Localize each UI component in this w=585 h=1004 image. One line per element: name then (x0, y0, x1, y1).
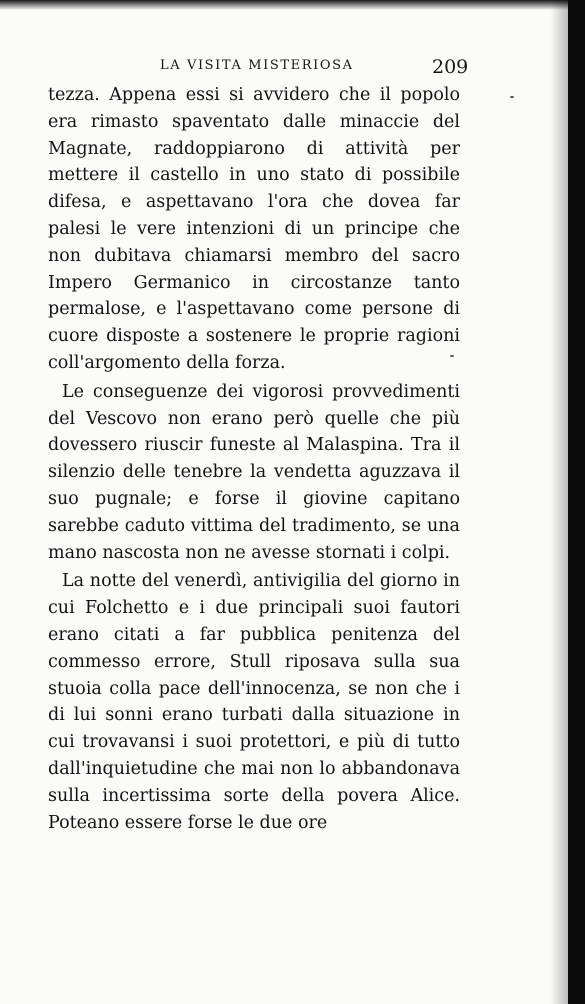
scan-speck (510, 96, 514, 98)
paragraph-2: Le conseguenze dei vigorosi provvedimenti del Vescovo non erano però quelle che più dovessero riuscir funeste al Malaspina. Tra il silenzio delle tenebre la vendetta aguzzava il suo pugnale; e forse il giovine capitano sarebbe caduto vittima del tradimento, se una mano nascosta non ne avesse stornati i colpi. (48, 381, 460, 563)
page-number: 209 (432, 56, 469, 78)
body-text (48, 82, 460, 836)
paragraph-3: La notte del venerdì, antivigilia del giorno in cui Folchetto e i due principali suoi fautori erano citati a far pubblica penitenza del commesso errore, Stull riposava sulla sua stuoia colla pace dell'innocenza, se non che i di lui sonni erano turbati dalla situazione in cui trovavansi i suoi protettori, e più di tutto dall'inquietudine che mai non lo abbandonava sulla incertissima sorte della povera Alice. Poteano essere forse le due ore (48, 571, 460, 833)
scan-gutter-shadow (550, 0, 568, 1004)
scan-top-shadow (0, 0, 568, 10)
running-title: LA VISITA MISTERIOSA (160, 58, 354, 73)
scan-speck (450, 355, 454, 357)
paragraph-1: tezza. Appena essi si avvidero che il popolo era rimasto spaventato dalle minaccie del Magnate, raddoppiarono di attività per mettere il castello in uno stato di possibile difesa, e aspettavano l'ora che dovea far palesi le vere intenzioni di un principe che non dubitava chiamarsi membro del sacro Impero Germanico in circostanze tanto permalose, e l'aspettavano come persone di cuore disposte a sostenere le proprie ragioni coll'argomento della forza. (48, 85, 460, 373)
